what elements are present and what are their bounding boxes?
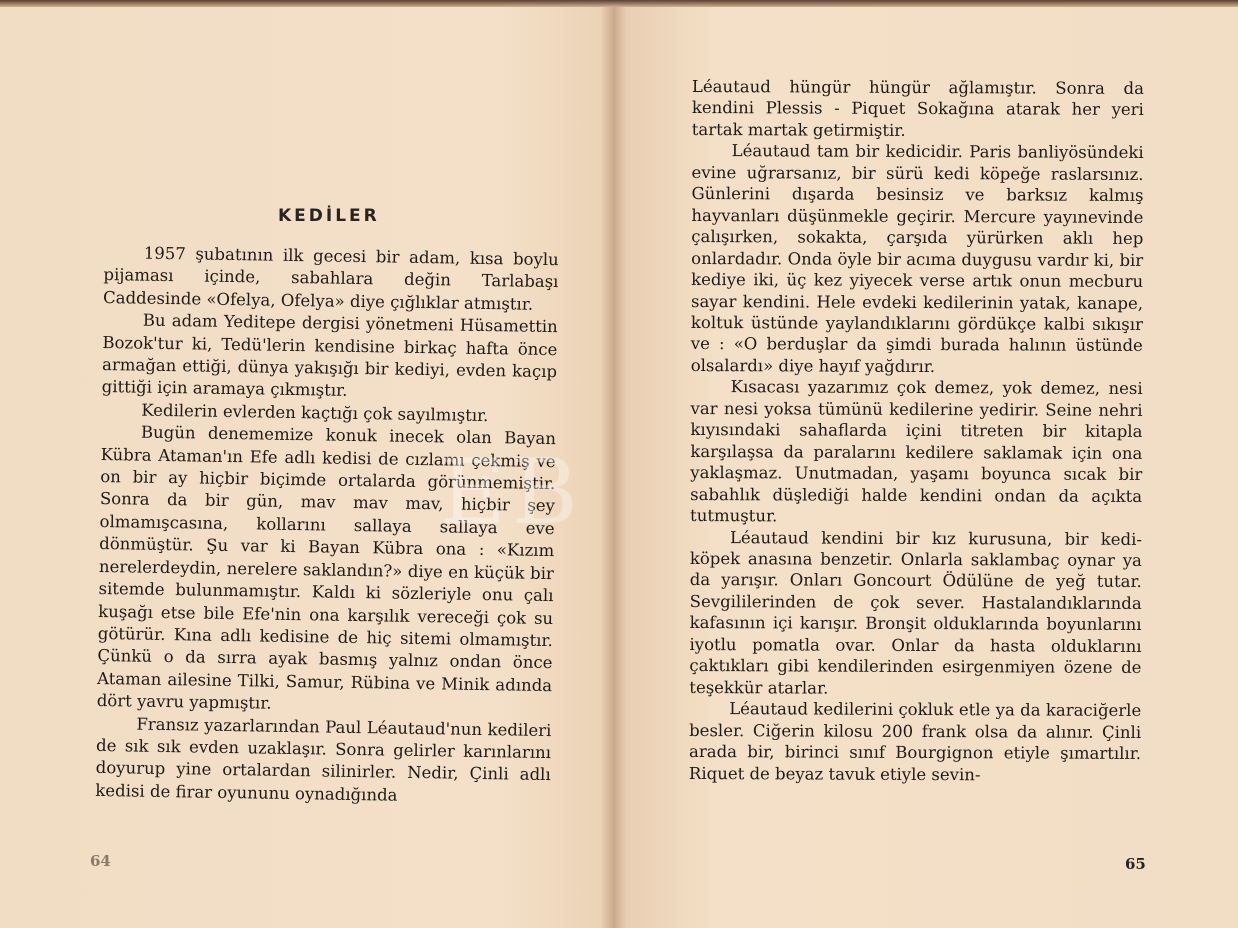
paragraph: Léautaud tam bir kedicidir. Paris banliyösündeki evine uğrarsanız, bir sürü kedi köpeğe raslarsınız. Günlerini dışarda besinsiz ve barksız kalmış hayvanları düşünmekle geçirir. Mercure yayınevinde çalışırken, sokakta, çarşıda yürürken aklı hep onlardadır. Onda öyle bir acıma duygusu vardır ki, bir kediye iki, üç kez yiyecek verse artık onun mecburu sayar kendini. Hele evdeki kedilerinin yatak, kanape, koltuk üstünde yaylandıklarını gördükçe kalbi sıkışır ve : «O berduşlar da şimdi burada halının üstünde olsalardı» diye hayıf yağdırır. (690, 141, 1144, 376)
watermark: EB (440, 440, 584, 545)
page-number: 64 (90, 852, 111, 870)
chapter-title: KEDİLER (278, 206, 380, 226)
paragraph: 1957 şubatının ilk gecesi bir adam, kısa boylu pijaması içinde, sabahlara değin Tarlabaşı Caddesinde «Ofelya, Ofelya» diye çığlıklar atmıştır. (102, 243, 559, 314)
paragraph: Kısacası yazarımız çok demez, yok demez, nesi var nesi yoksa tümünü kedilerine yedirir. Seine nehri kıyısındaki sahaflarda içini titreten bir kitapla karşılaşsa da paralarını kedilere saklamak için ona yaklaşmaz. Unutmadan, yaşamı boyunca sıcak bir sabahlık düşlediği halde kendini ondan da açıkta tutmuştur. (690, 377, 1143, 526)
paragraph: Bugün denememize konuk inecek olan Bayan Kübra Ataman'ın Efe adlı kedisi de cızlamı çekmiş ve on bir ay hiçbir biçimde ortalarda görünmemiştir. Sonra da bir gün, mav mav mav, hiçbir şey olmamışcasına, kollarını sallaya sallaya eve dönmüştür. Şu var ki Bayan Kübra ona : «Kızım nerelerdeydin, nerelere saklandın?» diye en küçük bir sitemde bulunmamıştır. Kaldı ki sözleriyle onu çalı kuşağı etse bile Efe'nin ona karşılık vereceği çok su götürür. Kına adlı kedisine de hiç sitemi olmamıştır. Çünkü o da sırra ayak basmış yalnız ondan önce Ataman ailesine Tilki, Samur, Rübina ve Minik adında dört yavru yapmıştır. (96, 422, 557, 713)
left-page (0, 0, 618, 928)
paragraph: Léautaud kedilerini çokluk etle ya da karaciğerle besler. Ciğerin kilosu 200 frank olsa da alınır. Çinli arada bir, birinci sınıf Bourgignon etiyle şımartılır. Riquet de beyaz tavuk etiyle sevin- (688, 699, 1142, 784)
right-page (620, 0, 1238, 928)
paragraph: Léautaud kendini bir kız kurusuna, bir kedi-köpek anasına benzetir. Onlarla saklambaç oynar ya da yarışır. Onları Goncourt Ödülüne de yeğ tutar. Sevgililerinden de çok sever. Hastalandıklarında kafasının içi karışır. Bronşit olduklarında boyunlarını iyotlu pomatla ovar. Onlar da hasta olduklarını çaktıkları gibi kendilerinden esirgenmiyen özene de teşekkür atarlar. (689, 527, 1143, 698)
left-text-block (95, 242, 559, 809)
paragraph: Fransız yazarlarından Paul Léautaud'nun kedileri de sık sık evden uzaklaşır. Sonra gelirler karınlarını doyurup yine ortalardan silinirler. Nedir, Çinli adlı kedisi de firar oyununu oynadığında (95, 714, 552, 805)
paragraph: Léautaud hüngür hüngür ağlamıştır. Sonra da kendini Plessis - Piquet Sokağına atarak her yeri tartak martak getirmiştir. (691, 76, 1144, 140)
right-text-block (689, 76, 1144, 786)
page-number: 65 (1125, 855, 1146, 873)
paragraph: Kedilerin evlerden kaçtığı çok sayılmıştır. (141, 400, 489, 425)
paragraph: Bu adam Yeditepe dergisi yönetmeni Hüsamettin Bozok'tur ki, Tedü'lerin kendisine birkaç hafta önce armağan ettiği, dünya yakışığı bir kediyi, evden kaçıp gittiği için aramaya çıkmıştır. (101, 310, 558, 401)
